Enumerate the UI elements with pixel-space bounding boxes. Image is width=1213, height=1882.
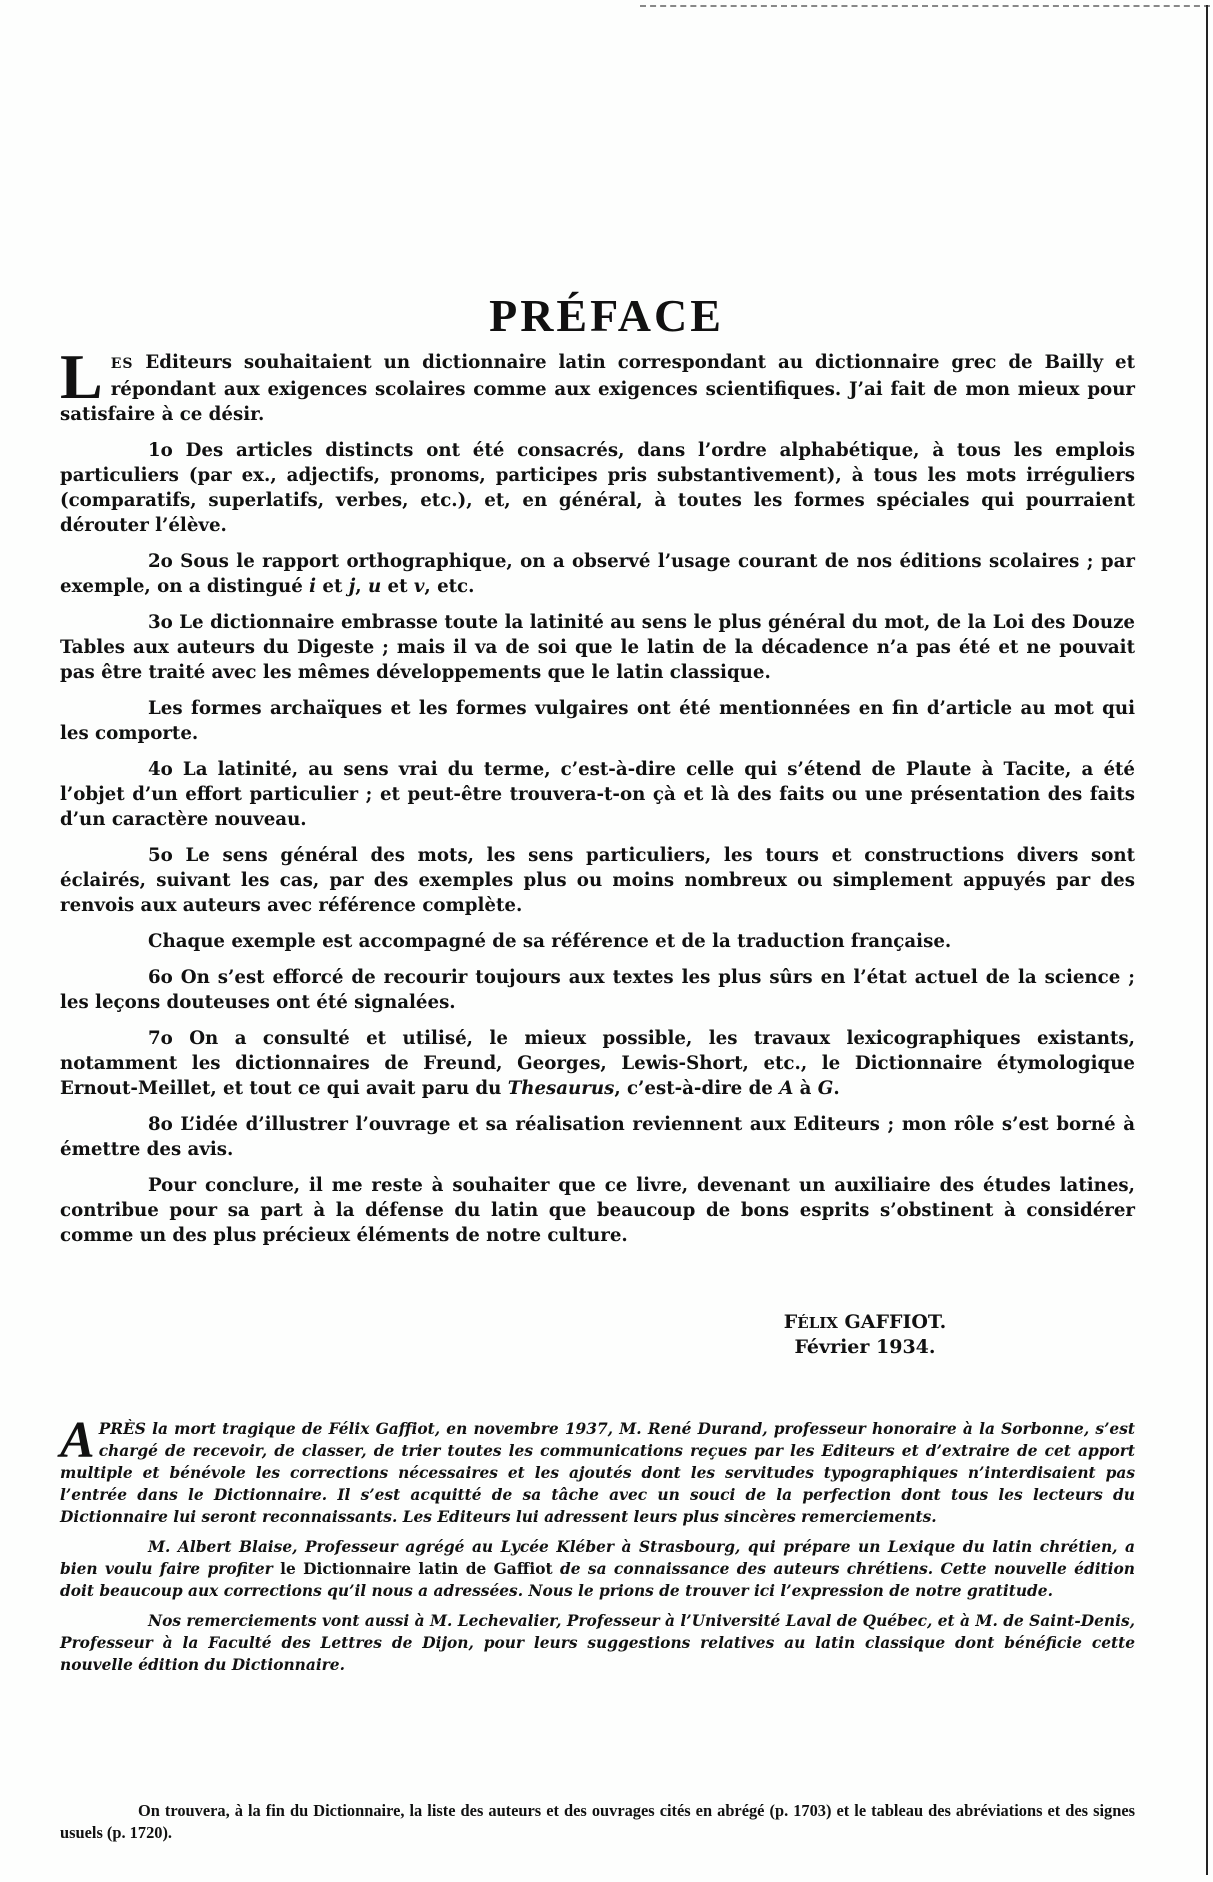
scan-edge-top <box>640 5 1210 7</box>
conj: et <box>316 576 349 597</box>
intro-smallcaps: ES <box>110 356 134 372</box>
scan-edge-right <box>1206 5 1208 1875</box>
paragraph-4: 4o La latinité, au sens vrai du terme, c’est-à-dire celle qui s’étend de Plaute à Tacite, a été l’objet d’un effort particulier ; et peut-être trouvera-t-on çà et là des faits ou une présentation des faits d’un caractère nouveau. <box>60 759 1135 830</box>
page-title: PRÉFACE <box>489 289 724 341</box>
paragraph-3: 3o Le dictionnaire embrasse toute la latinité au sens le plus général du mot, de la Loi des Douze Tables aux auteurs du Digeste ; mais il va de soi que le latin de la décadence n’a pas été et ne pouvait pas être traité avec les mêmes développements que le latin classique. <box>60 612 1135 683</box>
drop-cap-a: A <box>60 1412 95 1469</box>
postscript-paragraph-1 <box>60 1412 1135 1528</box>
dictionary-title: le Dictionnaire latin de Gaffiot <box>280 1560 553 1578</box>
postscript-paragraph-3: Nos remerciements vont aussi à M. Lechevalier, Professeur à l’Université Laval de Québec, et à M. de Saint-Denis, Professeur à la Faculté des Lettres de Dijon, pour leurs suggestions relatives au latin classique dont bénéficie cette nouvelle édition du Dictionnaire. <box>60 1612 1135 1674</box>
paragraph-2 <box>60 549 1135 599</box>
postscript-paragraph-2 <box>60 1536 1135 1602</box>
postscript-first-word: PRÈS <box>98 1420 146 1438</box>
paragraph-3b: Les formes archaïques et les formes vulgaires ont été mentionnées en fin d’article au mot qui les comporte. <box>60 698 1135 744</box>
signature-smallcaps: ÉLIX <box>797 1314 838 1332</box>
signature-date: Février 1934. <box>794 1336 936 1358</box>
paragraph-8: 8o L’idée d’illustrer l’ouvrage et sa réalisation reviennent aux Editeurs ; mon rôle s’est borné à émettre des avis. <box>60 1114 1135 1160</box>
signature-surname: GAFFIOT. <box>837 1311 947 1333</box>
preface-body <box>60 341 1135 1259</box>
paragraph-7 <box>60 1026 1135 1101</box>
letter-u: u <box>367 576 382 597</box>
signature-name <box>700 1310 1030 1335</box>
thesaurus-title: Thesaurus <box>507 1078 615 1099</box>
intro-paragraph <box>60 341 1135 427</box>
paragraph-5: 5o Le sens général des mots, les sens particuliers, les tours et constructions divers sont éclairés, suivant les cas, par des exemples plus ou moins nombreux ou simplement appuyés par des renvois aux auteurs avec référence complète. <box>60 845 1135 916</box>
comma: , <box>355 576 368 597</box>
paragraph-7-end: . <box>833 1078 840 1099</box>
paragraph-2-text: 2o Sous le rapport orthographique, on a observé l’usage courant de nos éditions scolaires ; par exemple, on a distingué <box>60 551 1135 597</box>
letter-i: i <box>309 576 317 597</box>
postscript <box>60 1412 1135 1684</box>
paragraph-7-a: à <box>793 1078 818 1099</box>
postscript-text-1: la mort tragique de Félix Gaffiot, en novembre 1937, M. René Durand, professeur honoraire à la Sorbonne, s’est chargé de recevoir, de classer, de trier toutes les communications reçues par les Editeurs et d’extraire de cet apport multiple et bénévole les corrections nécessaires et les ajoutés dont les servitudes typographiques n’interdisaient pas l’entrée dans le Dictionnaire. Il s’est acquitté de sa tâche avec un souci de la perfection dont tous les lecteurs du Dictionnaire lui seront reconnaissants. Les Editeurs lui adressent leurs plus sincères remerciements. <box>60 1420 1135 1526</box>
intro-text: Editeurs souhaitaient un dictionnaire latin correspondant au dictionnaire grec de Bailly et répondant aux exigences scolaires comme aux exigences scientifiques. J’ai fait de mon mieux pour satisfaire à ce désir. <box>60 352 1135 425</box>
paragraph-1: 1o Des articles distincts ont été consacrés, dans l’ordre alphabétique, à tous les emplois particuliers (par ex., adjectifs, pronoms, participes pris substantivement), à tous les mots irréguliers (comparatifs, superlatifs, verbes, etc.), et, en général, à toutes les formes spéciales qui pourraient dérouter l’élève. <box>60 440 1135 536</box>
paragraph-5b: Chaque exemple est accompagné de sa référence et de la traduction française. <box>148 931 952 952</box>
paragraph-conclusion: Pour conclure, il me reste à souhaiter que ce livre, devenant un auxiliaire des études latines, contribue pour sa part à la défense du latin que beaucoup de bons esprits s’obstinent à considérer comme un des plus précieux éléments de notre culture. <box>60 1175 1135 1246</box>
letter-j: j <box>348 576 356 597</box>
footnote <box>60 1800 1135 1844</box>
paragraph-7-text: 7o On a consulté et utilisé, le mieux possible, les travaux lexicographiques existants, notamment les dictionnaires de Freund, Georges, Lewis-Short, etc., le Dictionnaire étymologique Ernout-Meillet, et tout ce qui avait paru du <box>60 1028 1135 1099</box>
letter-A: A <box>779 1078 794 1099</box>
footnote-text: On trouvera, à la fin du Dictionnaire, la liste des auteurs et des ouvrages cités en abrégé (p. 1703) et le tableau des abréviations et des signes usuels (p. 1720). <box>60 1801 1135 1842</box>
signature-initial: F <box>783 1311 798 1333</box>
postscript-text-2b: de sa connaissance des auteurs chrétiens. Cette nouvelle édition doit beaucoup aux corrections qu’il nous a adressées. Nous le prions de trouver ici l’expression de notre gratitude. <box>60 1560 1135 1600</box>
paragraph-2-end: , etc. <box>424 576 475 597</box>
signature <box>700 1310 1030 1359</box>
postscript-text-2a: M. Albert Blaise, Professeur agrégé au Lycée Kléber à Strasbourg, qui prépare un Lexique du latin chrétien, a bien voulu faire profiter <box>60 1538 1135 1578</box>
conj: et <box>381 576 414 597</box>
letter-G: G <box>817 1078 834 1099</box>
paragraph-6: 6o On s’est efforcé de recourir toujours aux textes les plus sûrs en l’état actuel de la science ; les leçons douteuses ont été signalées. <box>60 967 1135 1013</box>
letter-v: v <box>413 576 425 597</box>
paragraph-7-mid: , c’est-à-dire de <box>614 1078 780 1099</box>
drop-cap: L <box>60 341 103 412</box>
